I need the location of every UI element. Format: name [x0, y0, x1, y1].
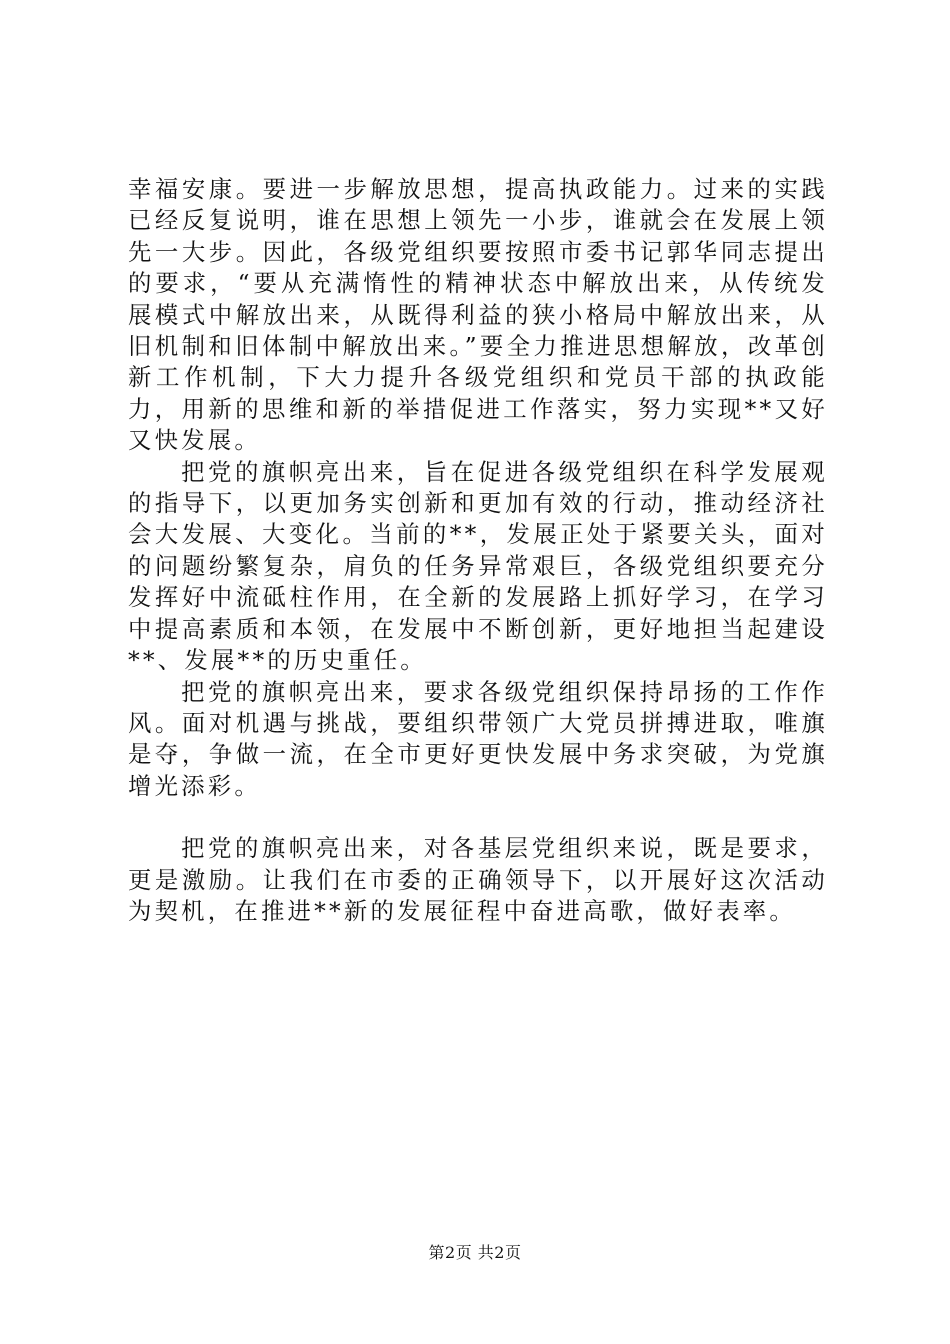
paragraph-continuation: 幸福安康。要进一步解放思想，提高执政能力。过来的实践已经反复说明，谁在思想上领先一小步，谁就会在发展上领先一大步。因此，各级党组织要按照市委书记郭华同志提出的要求，“要从充满惰性的精神状态中解放出来，从传统发展模式中解放出来，从既得利益的狭小格局中解放出来，从旧机制和旧体制中解放出来。”要全力推进思想解放，改革创新工作机制，下大力提升各级党组织和党员干部的执政能力，用新的思维和新的举措促进工作落实，努力实现**又好又快发展。 — [128, 175, 828, 455]
page-footer — [0, 1243, 950, 1263]
paragraph-conclusion: 把党的旗帜亮出来，对各基层党组织来说，既是要求，更是激励。让我们在市委的正确领导下，以开展好这次活动为契机，在推进**新的发展征程中奋进高歌，做好表率。 — [128, 834, 828, 925]
document-body — [128, 174, 828, 927]
paragraph-guidance: 把党的旗帜亮出来，旨在促进各级党组织在科学发展观的指导下，以更加务实创新和更加有效的行动，推动经济社会大发展、大变化。当前的**，发展正处于紧要关头，面对的问题纷繁复杂，肩负的任务异常艰巨，各级党组织要充分发挥好中流砥柱作用，在全新的发展路上抓好学习，在学习中提高素质和本领，在发展中不断创新，更好地担当起建设**、发展**的历史重任。 — [128, 457, 828, 675]
page-indicator: 第2页 共2页 — [428, 1243, 522, 1262]
paragraph-work-style: 把党的旗帜亮出来，要求各级党组织保持昂扬的工作作风。面对机遇与挑战，要组织带领广大党员拼搏进取，唯旗是夺，争做一流，在全市更好更快发展中务求突破，为党旗增光添彩。 — [128, 677, 828, 800]
